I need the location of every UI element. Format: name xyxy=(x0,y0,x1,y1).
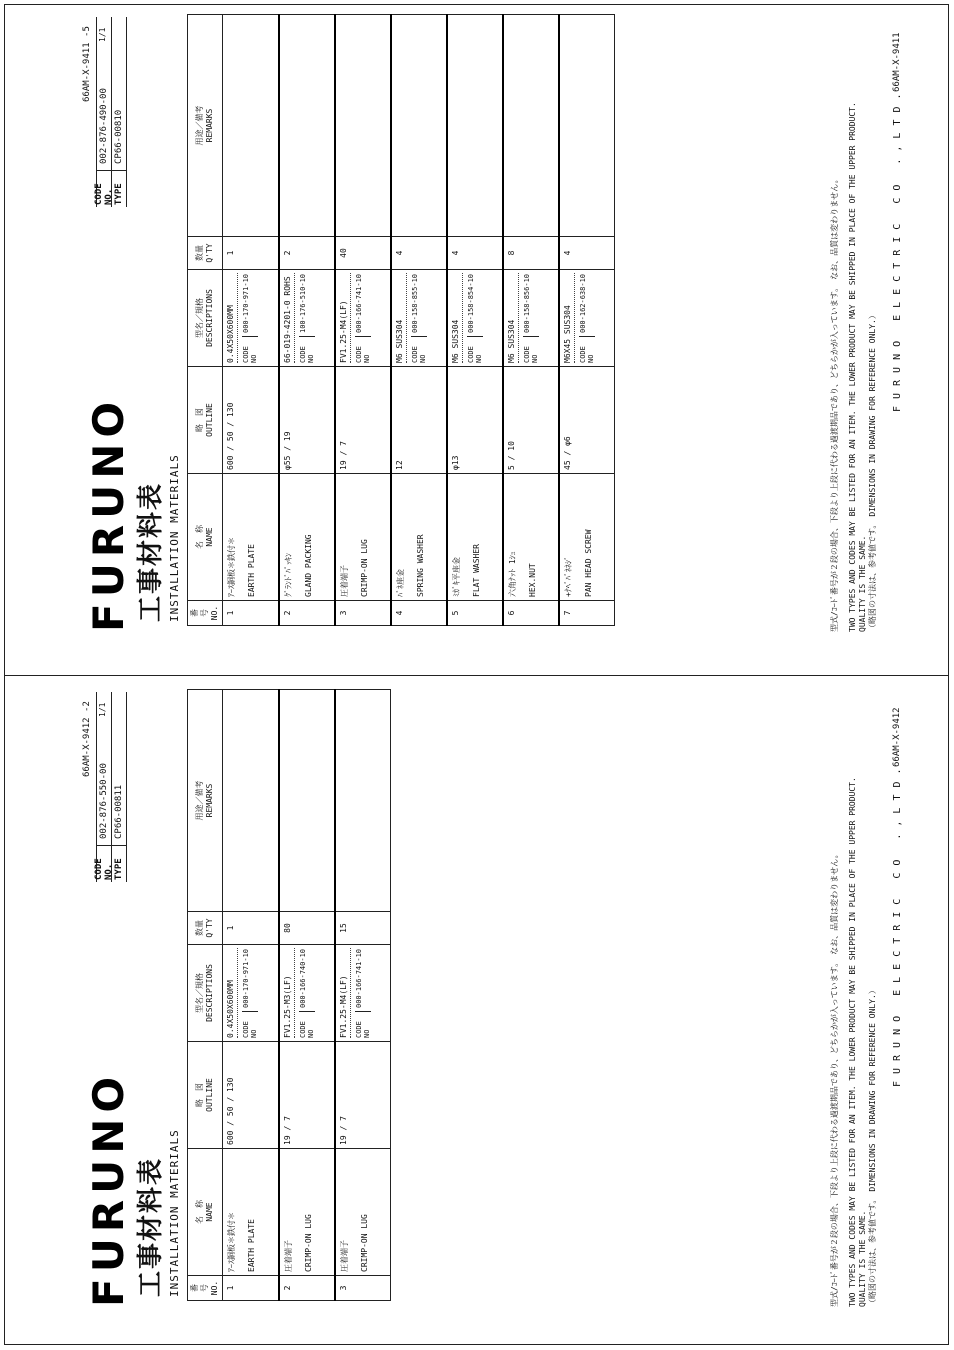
item-outline xyxy=(391,367,447,474)
item-number xyxy=(279,601,335,626)
item-name-en: CRIMP-ON LUG xyxy=(303,1214,313,1272)
header-remarks: 用途／備考 REMARKS xyxy=(188,15,223,237)
item-code-row xyxy=(411,273,427,363)
item-remarks xyxy=(335,690,391,912)
note-en-1: TWO TYPES AND CODES MAY BE LISTED FOR AN ITEM. THE LOWER PRODUCT MAY BE SHIPPED IN PLACE OF THE UPPER PRODUCT. xyxy=(848,102,857,632)
item-code-label: CODE NO xyxy=(579,336,595,363)
notes xyxy=(830,102,878,632)
item-outline xyxy=(279,1042,335,1149)
item-qty-text: 40 xyxy=(338,248,348,258)
item-remarks xyxy=(279,690,335,912)
item-number-text: 1 xyxy=(226,610,235,616)
type-value: CP66-00810 xyxy=(114,109,124,164)
item-name-en: PAN HEAD SCREW xyxy=(583,529,593,597)
header-descriptions: 型名／規格 DESCRIPTIONS xyxy=(188,945,223,1042)
item-code-value: 000-158-856-10 xyxy=(522,273,531,333)
item-outline-dims: 5 / 10 xyxy=(506,441,516,470)
item-code-row xyxy=(355,948,371,1038)
materials-sheet-2 xyxy=(12,687,942,1337)
item-qty xyxy=(503,237,559,270)
item-qty xyxy=(335,237,391,270)
item-qty-text: 15 xyxy=(338,923,348,933)
item-outline-dims: 600 / 50 / 130 xyxy=(226,402,235,470)
item-name-en: GLAND PACKING xyxy=(303,534,313,597)
sheet-title-en: INSTALLATION MATERIALS xyxy=(168,454,181,622)
item-outline xyxy=(223,367,279,474)
item-code-row xyxy=(299,948,315,1038)
item-outline xyxy=(279,367,335,474)
item-qty xyxy=(279,912,335,945)
item-code-label: CODE NO xyxy=(411,336,427,363)
type-value: CP66-00811 xyxy=(114,784,124,839)
sheet-title-jp: 工事材料表 xyxy=(136,1156,166,1297)
code-no-label: CODE NO. xyxy=(97,845,111,882)
footer-code: 66AM-X-9411 xyxy=(892,32,902,92)
furuno-logo: FURUNO xyxy=(84,395,133,632)
item-code-value: 000-166-741-10 xyxy=(354,948,363,1008)
item-code-value: 000-170-971-10 xyxy=(242,948,250,1008)
item-number-text: 4 xyxy=(394,610,404,616)
item-code-value: 000-158-855-10 xyxy=(410,273,419,333)
note-jp: 型式/ｺｰﾄﾞ番号が２段の場合、下段より上段に代わる過渡期品であり、どちらかが入っています。 なお、品質は変わりません。 xyxy=(830,175,839,632)
item-qty xyxy=(391,237,447,270)
item-number-text: 3 xyxy=(338,1285,348,1291)
item-outline-dims: 19 / 7 xyxy=(338,441,348,470)
item-name-jp: ﾊﾞﾈ座金 xyxy=(395,569,405,597)
item-outline-dims: 12 xyxy=(394,460,404,470)
code-box xyxy=(96,17,127,207)
item-number xyxy=(447,601,503,626)
item-code-label: CODE NO xyxy=(467,336,483,363)
item-code-value: 000-166-740-10 xyxy=(298,948,307,1008)
item-number xyxy=(279,1276,335,1301)
item-name-jp: ﾐｶﾞｷ平座金 xyxy=(451,557,461,597)
item-number xyxy=(335,601,391,626)
material-row xyxy=(447,15,503,626)
item-number-text: 5 xyxy=(450,610,460,616)
item-remarks xyxy=(223,15,279,237)
item-remarks xyxy=(503,15,559,237)
item-desc-text: M6 SUS304 xyxy=(451,273,463,363)
item-name-jp: ｱｰｽ銅板＊鉄付＊ xyxy=(227,1212,236,1272)
header-descriptions: 型名／規格 DESCRIPTIONS xyxy=(188,270,223,367)
item-name xyxy=(335,474,391,601)
item-code-row xyxy=(579,273,595,363)
type-label: TYPE xyxy=(112,170,126,207)
item-desc-text: FV1.25-M4(LF) xyxy=(339,273,351,363)
item-outline-dims: φ55 / 19 xyxy=(282,431,292,470)
item-qty-text: 4 xyxy=(450,250,460,256)
item-code-label: CODE NO xyxy=(523,336,539,363)
item-name-jp: 六角ﾅｯﾄ 1ｼｭ xyxy=(507,551,517,597)
item-name-jp: ｱｰｽ銅板＊鉄付＊ xyxy=(227,537,236,597)
material-row xyxy=(391,15,447,626)
item-code-label: CODE NO xyxy=(299,336,315,363)
item-name-jp: 圧着端子 xyxy=(339,565,349,597)
item-desc-text: FV1.25-M4(LF) xyxy=(339,948,351,1038)
item-name xyxy=(279,474,335,601)
item-qty xyxy=(223,237,279,270)
item-remarks xyxy=(391,15,447,237)
item-desc-text: 0.4X50X600MM xyxy=(226,948,238,1038)
item-description xyxy=(503,270,559,367)
item-name-en: HEX.NUT xyxy=(527,563,537,597)
header-no: 番 号 NO. xyxy=(188,1276,223,1301)
item-outline xyxy=(447,367,503,474)
item-outline-dims: 19 / 7 xyxy=(338,1116,348,1145)
item-code-label: CODE NO xyxy=(299,1011,315,1038)
item-number-text: 1 xyxy=(226,1285,235,1291)
item-number xyxy=(503,601,559,626)
item-qty-text: 1 xyxy=(226,925,235,931)
item-name-en: CRIMP-ON LUG xyxy=(359,539,369,597)
header-no: 番 号 NO. xyxy=(188,601,223,626)
item-number xyxy=(391,601,447,626)
item-code-value: 000-158-854-10 xyxy=(466,273,475,333)
document-number: 66AM-X-9411 -5 xyxy=(82,26,92,102)
item-remarks xyxy=(447,15,503,237)
item-remarks xyxy=(335,15,391,237)
item-qty xyxy=(447,237,503,270)
item-number-text: 7 xyxy=(562,610,572,616)
item-code-label: CODE NO xyxy=(242,1011,258,1038)
material-row xyxy=(335,15,391,626)
item-name-jp: 圧着端子 xyxy=(339,1240,349,1272)
header-remarks: 用途／備考 REMARKS xyxy=(188,690,223,912)
item-outline xyxy=(335,367,391,474)
item-number-text: 3 xyxy=(338,610,348,616)
item-code-row xyxy=(523,273,539,363)
item-code-row xyxy=(355,273,371,363)
item-name-jp: ｸﾞﾗﾝﾄﾞﾊﾟｯｷﾝ xyxy=(283,553,293,597)
item-name xyxy=(447,474,503,601)
item-name xyxy=(391,474,447,601)
code-no-label: CODE NO. xyxy=(97,170,111,207)
header-name: 名 称 NAME xyxy=(188,1149,223,1276)
item-code-label: CODE NO xyxy=(242,336,258,363)
item-desc-text: M6 SUS304 xyxy=(507,273,519,363)
item-outline xyxy=(335,1042,391,1149)
code-no-value: 002-876-490-00 xyxy=(99,88,109,164)
note-dimensions: （略図の寸法は、参考値です。 DIMENSIONS IN DRAWING FOR REFERENCE ONLY.） xyxy=(868,311,877,632)
sheet-title-jp: 工事材料表 xyxy=(136,481,166,622)
item-desc-text: M6X45 SUS304 xyxy=(563,273,575,363)
material-row xyxy=(335,690,391,1301)
footer-code: 66AM-X-9412 xyxy=(892,707,902,767)
header-outline: 略 図 OUTLINE xyxy=(188,1042,223,1149)
item-name-jp: 圧着端子 xyxy=(283,1240,293,1272)
item-outline xyxy=(503,367,559,474)
note-jp: 型式/ｺｰﾄﾞ番号が２段の場合、下段より上段に代わる過渡期品であり、どちらかが入っています。 なお、品質は変わりません。 xyxy=(830,850,839,1307)
header-outline: 略 図 OUTLINE xyxy=(188,367,223,474)
material-row xyxy=(223,15,279,626)
item-name-jp: +ﾅﾍﾞﾊﾞﾈﾈｼﾞ xyxy=(563,556,573,597)
page-divider xyxy=(4,675,949,676)
item-desc-text: M6 SUS304 xyxy=(395,273,407,363)
note-en-2: QUALITY IS THE SAME. xyxy=(858,1210,867,1307)
item-name xyxy=(559,474,615,601)
item-name xyxy=(335,1149,391,1276)
code-box xyxy=(96,692,127,882)
note-dimensions: （略図の寸法は、参考値です。 DIMENSIONS IN DRAWING FOR REFERENCE ONLY.） xyxy=(868,986,877,1307)
material-row xyxy=(279,690,335,1301)
item-description xyxy=(279,270,335,367)
item-qty-text: 80 xyxy=(282,923,292,933)
notes xyxy=(830,777,878,1307)
item-code-label: CODE NO xyxy=(355,1011,371,1038)
item-remarks xyxy=(223,690,279,912)
item-outline-dims: 19 / 7 xyxy=(282,1116,292,1145)
code-no-value: 002-876-550-00 xyxy=(99,763,109,839)
page-number: 1/1 xyxy=(98,702,107,717)
item-description xyxy=(279,945,335,1042)
item-code-value: 000-170-971-10 xyxy=(242,273,250,333)
item-name-en: FLAT WASHER xyxy=(471,544,481,597)
materials-sheet-1 xyxy=(12,12,942,662)
item-description xyxy=(335,945,391,1042)
item-description xyxy=(335,270,391,367)
item-number-text: 6 xyxy=(506,610,516,616)
item-description xyxy=(223,270,279,367)
item-qty-text: 4 xyxy=(394,250,404,256)
header-qty: 数量 Q'TY xyxy=(188,237,223,270)
item-number-text: 2 xyxy=(282,610,292,616)
item-code-value: 100-176-510-10 xyxy=(298,273,307,333)
note-en-1: TWO TYPES AND CODES MAY BE LISTED FOR AN ITEM. THE LOWER PRODUCT MAY BE SHIPPED IN PLACE OF THE UPPER PRODUCT. xyxy=(848,777,857,1307)
item-outline-dims: φ13 xyxy=(450,455,460,470)
header-qty: 数量 Q'TY xyxy=(188,912,223,945)
item-name-en: EARTH PLATE xyxy=(247,544,256,597)
document-number: 66AM-X-9412 -2 xyxy=(82,701,92,777)
item-desc-text: 0.4X50X600MM xyxy=(226,273,238,363)
item-name xyxy=(223,474,279,601)
item-description xyxy=(391,270,447,367)
item-description xyxy=(559,270,615,367)
furuno-logo: FURUNO xyxy=(84,1070,133,1307)
material-row xyxy=(503,15,559,626)
item-qty xyxy=(223,912,279,945)
item-outline xyxy=(223,1042,279,1149)
item-code-value: 000-162-638-10 xyxy=(578,273,587,333)
item-qty xyxy=(335,912,391,945)
header-name: 名 称 NAME xyxy=(188,474,223,601)
item-name-en: SPRING WASHER xyxy=(415,534,425,597)
item-remarks xyxy=(279,15,335,237)
item-number xyxy=(335,1276,391,1301)
item-number xyxy=(223,601,279,626)
item-desc-text: FV1.25-M3(LF) xyxy=(283,948,295,1038)
item-outline-dims: 45 / φ6 xyxy=(562,436,572,470)
item-code-row xyxy=(242,273,258,363)
item-outline xyxy=(559,367,615,474)
sheet-title-en: INSTALLATION MATERIALS xyxy=(168,1129,181,1297)
item-qty-text: 8 xyxy=(506,250,516,256)
materials-table xyxy=(187,689,391,1301)
note-en-2: QUALITY IS THE SAME. xyxy=(858,535,867,632)
item-qty xyxy=(279,237,335,270)
item-description xyxy=(447,270,503,367)
materials-table xyxy=(187,14,615,626)
type-label: TYPE xyxy=(112,845,126,882)
item-qty xyxy=(559,237,615,270)
item-name-en: EARTH PLATE xyxy=(247,1219,256,1272)
item-code-row xyxy=(242,948,258,1038)
item-code-label: CODE NO xyxy=(355,336,371,363)
item-number xyxy=(223,1276,279,1301)
item-name xyxy=(223,1149,279,1276)
item-description xyxy=(223,945,279,1042)
material-row xyxy=(223,690,279,1301)
company-name: FURUNO ELECTRIC CO .,LTD. xyxy=(892,86,903,412)
item-number xyxy=(559,601,615,626)
item-code-row xyxy=(467,273,483,363)
item-name xyxy=(279,1149,335,1276)
item-outline-dims: 600 / 50 / 130 xyxy=(226,1077,235,1145)
item-code-value: 000-166-741-10 xyxy=(354,273,363,333)
item-number-text: 2 xyxy=(282,1285,292,1291)
company-name: FURUNO ELECTRIC CO .,LTD. xyxy=(892,761,903,1087)
item-code-row xyxy=(299,273,315,363)
item-qty-text: 1 xyxy=(226,250,235,256)
item-name xyxy=(503,474,559,601)
item-remarks xyxy=(559,15,615,237)
item-qty-text: 2 xyxy=(282,250,292,256)
material-row xyxy=(279,15,335,626)
item-name-en: CRIMP-ON LUG xyxy=(359,1214,369,1272)
material-row xyxy=(559,15,615,626)
item-desc-text: 66-019-4201-0 ROHS xyxy=(283,273,295,363)
page-number: 1/1 xyxy=(98,27,107,42)
item-qty-text: 4 xyxy=(562,250,572,256)
